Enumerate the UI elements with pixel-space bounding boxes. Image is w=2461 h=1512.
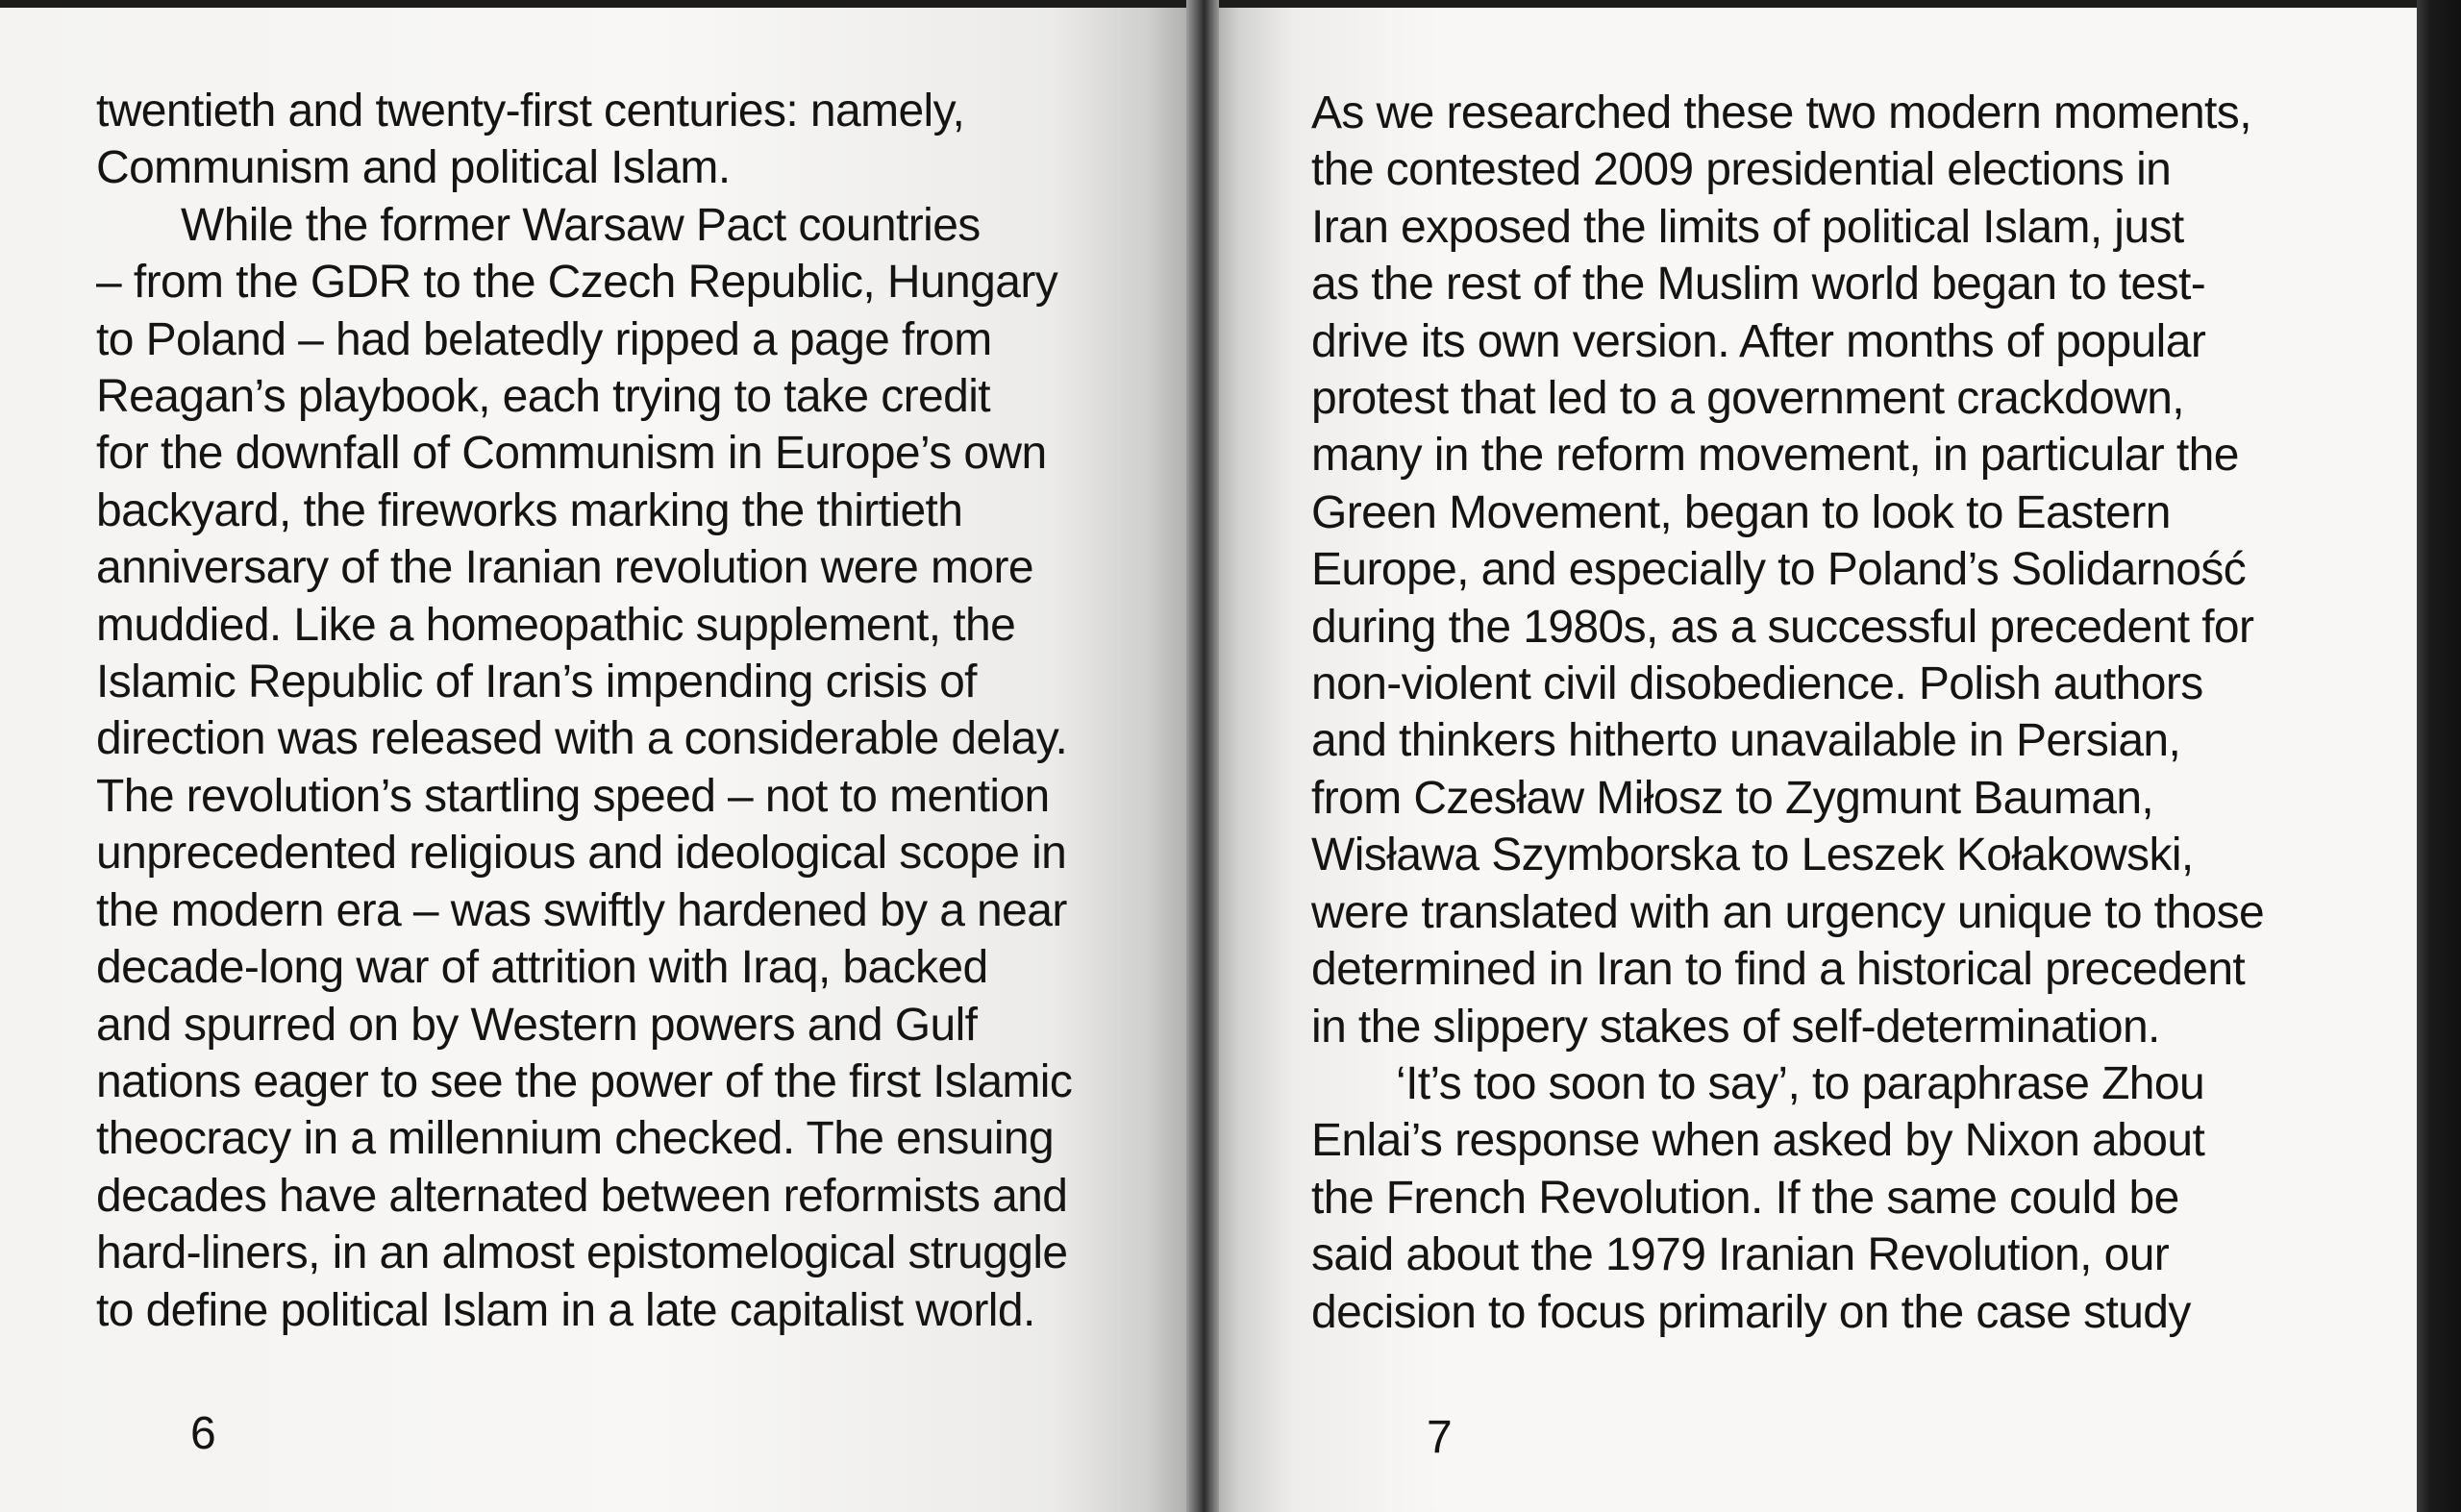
text-line: as the rest of the Muslim world began to test-	[1311, 259, 2206, 310]
text-line: to Poland – had belatedly ripped a page from	[96, 313, 992, 365]
text-line: decade-long war of attrition with Iraq, backed	[96, 942, 988, 994]
left-page-text	[96, 83, 1134, 1339]
left-page	[0, 8, 1196, 1512]
text-line: unprecedented religious and ideological scope in	[96, 828, 1067, 880]
text-line: the modern era – was swiftly hardened by a near	[96, 884, 1067, 936]
text-line: drive its own version. After months of popular	[1311, 315, 2206, 367]
left-paragraph-2	[96, 197, 1134, 1339]
text-line: for the downfall of Communism in Europe’s own	[96, 428, 1047, 480]
right-paragraph-2	[1311, 1055, 2378, 1341]
text-line: decision to focus primarily on the case study	[1311, 1286, 2191, 1338]
text-line: the French Revolution. If the same could be	[1311, 1172, 2179, 1224]
text-line: While the former Warsaw Pact countries	[181, 199, 981, 251]
text-line: theocracy in a millennium checked. The ensuing	[96, 1113, 1055, 1165]
text-line: non-violent civil disobedience. Polish authors	[1311, 658, 2203, 710]
text-line: many in the reform movement, in particular the	[1311, 430, 2239, 482]
text-line: Enlai’s response when asked by Nixon about	[1311, 1115, 2205, 1167]
text-line: twentieth and twenty-first centuries: namely,	[96, 86, 965, 136]
text-line: – from the GDR to the Czech Republic, Hungary	[96, 257, 1058, 309]
text-line: nations eager to see the power of the first Islamic	[96, 1055, 1073, 1107]
text-line: and thinkers hitherto unavailable in Persian,	[1311, 715, 2181, 767]
text-line: Wisława Szymborska to Leszek Kołakowski,	[1311, 830, 2194, 881]
text-line: in the slippery stakes of self-determination.	[1311, 1001, 2160, 1053]
text-line: during the 1980s, as a successful precedent for	[1311, 601, 2254, 653]
text-line: Islamic Republic of Iran’s impending crisis of	[96, 657, 977, 708]
text-line: the contested 2009 presidential elections in	[1311, 144, 2172, 196]
text-line: decades have alternated between reformists and	[96, 1170, 1068, 1222]
right-paragraph-1	[1311, 85, 2378, 1055]
text-line: The revolution’s startling speed – not to mention	[96, 770, 1050, 822]
book-edge	[2417, 0, 2461, 1512]
text-line: direction was released with a considerable delay.	[96, 713, 1068, 765]
right-page	[1196, 8, 2417, 1512]
text-line: Green Movement, began to look to Eastern	[1311, 486, 2171, 538]
text-line: from Czesław Miłosz to Zygmunt Bauman,	[1311, 772, 2154, 824]
left-paragraph-1	[96, 83, 1134, 197]
text-line: As we researched these two modern moments,	[1311, 87, 2251, 138]
text-line: Reagan’s playbook, each trying to take credit	[96, 371, 991, 423]
text-line: were translated with an urgency unique to those	[1311, 886, 2265, 938]
text-line: Europe, and especially to Poland’s Solidarność	[1311, 544, 2247, 596]
page-number-left: 6	[190, 1408, 216, 1459]
text-line: Communism and political Islam.	[96, 142, 731, 194]
text-line: said about the 1979 Iranian Revolution, our	[1311, 1229, 2170, 1281]
text-line: backyard, the fireworks marking the thirtieth	[96, 484, 963, 536]
text-line: Iran exposed the limits of political Islam, just	[1311, 201, 2184, 253]
text-line: to define political Islam in a late capitalist world.	[96, 1284, 1035, 1336]
page-number-right: 7	[1427, 1412, 1453, 1463]
text-line: protest that led to a government crackdown,	[1311, 373, 2185, 425]
text-line: anniversary of the Iranian revolution were more	[96, 542, 1033, 594]
right-page-text	[1311, 85, 2378, 1341]
text-line: hard-liners, in an almost epistomelogical struggle	[96, 1227, 1068, 1279]
text-line: ‘It’s too soon to say’, to paraphrase Zhou	[1396, 1057, 2205, 1109]
text-line: muddied. Like a homeopathic supplement, the	[96, 599, 1016, 651]
text-line: and spurred on by Western powers and Gulf	[96, 999, 978, 1051]
text-line: determined in Iran to find a historical precedent	[1311, 944, 2246, 996]
book-spine	[1186, 0, 1219, 1512]
